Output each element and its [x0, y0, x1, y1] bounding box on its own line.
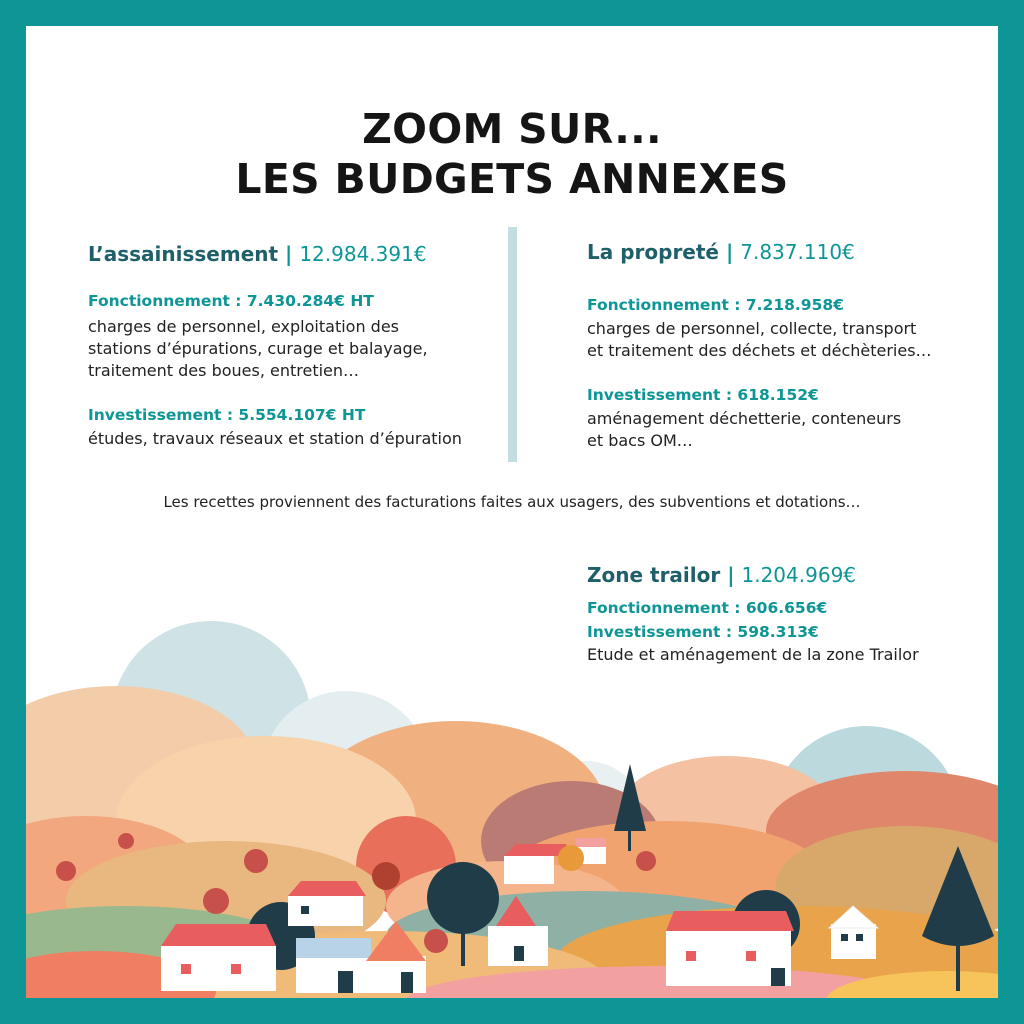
trailor-name: Zone trailor — [587, 563, 721, 587]
trailor-description: Etude et aménagement de la zone Trailor — [587, 645, 919, 664]
proprete-investissement-label: Investissement : 618.152€ — [587, 386, 819, 404]
text-line: charges de personnel, collecte, transport — [587, 319, 917, 338]
title-line-2: LES BUDGETS ANNEXES — [235, 155, 789, 203]
round-tree — [427, 862, 499, 934]
proprete-amount: 7.837.110€ — [740, 240, 855, 264]
house — [161, 924, 276, 991]
recettes-note: Les recettes proviennent des facturations faites aux usagers, des subventions et dotations… — [163, 493, 861, 511]
house — [296, 938, 371, 993]
tree-trunk — [461, 926, 465, 966]
assainissement-name: L’assainissement — [88, 242, 279, 266]
trailor-heading — [587, 563, 856, 587]
text-line: et traitement des déchets et déchèteries… — [587, 341, 932, 360]
house — [288, 881, 366, 926]
text-line: études, travaux réseaux et station d’épuration — [88, 429, 462, 448]
assainissement-investissement-text — [88, 428, 462, 450]
proprete-fonctionnement-text — [587, 318, 932, 362]
house — [666, 911, 794, 986]
proprete-name: La propreté — [587, 240, 719, 264]
proprete-investissement-text — [587, 408, 901, 452]
trailor-investissement-label: Investissement : 598.313€ — [587, 623, 819, 641]
assainissement-fonctionnement-label: Fonctionnement : 7.430.284€ HT — [88, 292, 374, 310]
tree-trunk — [956, 946, 960, 991]
trailor-separator: | — [727, 563, 735, 587]
title-line-1: ZOOM SUR... — [362, 105, 662, 153]
text-line: stations d’épurations, curage et balayage, — [88, 339, 428, 358]
tree-trunk — [628, 831, 631, 851]
proprete-fonctionnement-label: Fonctionnement : 7.218.958€ — [587, 296, 844, 314]
proprete-heading — [587, 240, 855, 264]
village-landscape-illustration — [26, 606, 998, 998]
assainissement-separator: | — [285, 242, 293, 266]
page-title — [26, 104, 998, 204]
assainissement-investissement-label: Investissement : 5.554.107€ HT — [88, 406, 366, 424]
text-line: traitement des boues, entretien… — [88, 361, 360, 380]
text-line: charges de personnel, exploitation des — [88, 317, 400, 336]
column-divider — [508, 227, 517, 462]
assainissement-amount: 12.984.391€ — [299, 242, 427, 266]
trailor-amount: 1.204.969€ — [741, 563, 857, 587]
text-line: aménagement déchetterie, conteneurs — [587, 409, 902, 428]
trailor-fonctionnement-label: Fonctionnement : 606.656€ — [587, 599, 828, 617]
assainissement-fonctionnement-text — [88, 316, 428, 382]
proprete-separator: | — [725, 240, 734, 264]
assainissement-heading — [88, 242, 427, 266]
text-line: et bacs OM… — [587, 431, 693, 450]
infographic-card — [26, 26, 998, 998]
